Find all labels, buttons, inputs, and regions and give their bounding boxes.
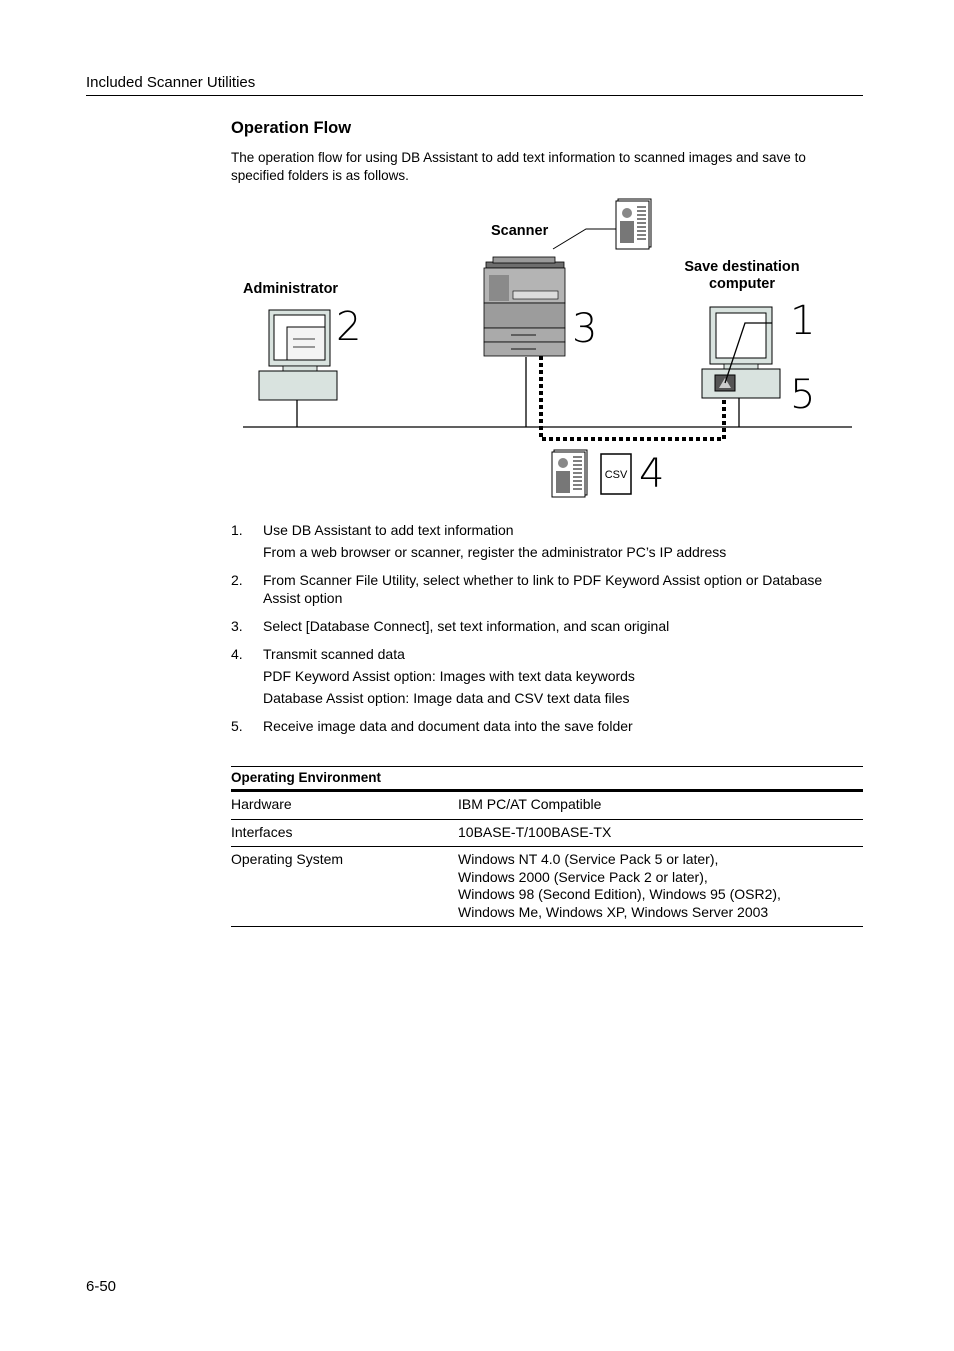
- scanner-device-icon: [484, 257, 565, 356]
- table-row: Operating System Windows NT 4.0 (Service Pack 5 or later), Windows 2000 (Service Pack 2 or later), Windows 98 (Second Edition), Windows 95 (OSR2), Windows Me, Windows XP, Windows Server 2003: [231, 847, 863, 927]
- steps-list: [231, 521, 861, 745]
- section-title: Operation Flow: [231, 119, 352, 137]
- list-item: 1. Use DB Assistant to add text information From a web browser or scanner, register the administrator PC’s IP address: [231, 522, 727, 560]
- intro-paragraph: The operation flow for using DB Assistant to add text information to scanned images and save to specified folders is as follows.: [231, 150, 806, 183]
- table-row: Interfaces 10BASE-T/100BASE-TX: [231, 820, 863, 848]
- save-destination-label: Save destination computer: [684, 259, 800, 292]
- list-item: 3. Select [Database Connect], set text information, and scan original: [231, 618, 670, 634]
- list-item: 5. Receive image data and document data into the save folder: [231, 718, 633, 734]
- table-row: Hardware IBM PC/AT Compatible: [231, 792, 863, 820]
- administrator-computer-icon: [259, 310, 337, 400]
- step-number-1: 1: [790, 298, 816, 344]
- administrator-label: Administrator: [243, 281, 339, 297]
- scanned-document-icon: [616, 199, 651, 249]
- list-item: 2. From Scanner File Utility, select whether to link to PDF Keyword Assist option or Database Assist option: [231, 572, 823, 606]
- list-item: 4. Transmit scanned data PDF Keyword Assist option: Images with text data keywords Database Assist option: Image data and CSV text data files: [231, 646, 635, 706]
- data-transfer-path: [541, 335, 724, 439]
- step-number-2: 2: [336, 304, 362, 350]
- header-rule: [86, 95, 863, 96]
- running-header: Included Scanner Utilities: [86, 74, 256, 91]
- output-image-document-icon: [552, 450, 587, 497]
- page-number: 6-50: [86, 1278, 117, 1295]
- table-heading: Operating Environment: [231, 766, 863, 792]
- csv-label: CSV: [604, 469, 628, 481]
- operation-flow-diagram: [231, 195, 861, 505]
- destination-computer-icon: [702, 307, 780, 398]
- diagram-graphics: [231, 195, 861, 505]
- scanner-label: Scanner: [491, 223, 549, 239]
- step-number-3: 3: [572, 306, 598, 352]
- step-number-4: 4: [639, 451, 665, 497]
- step-number-5: 5: [790, 372, 816, 418]
- operating-environment-table: [231, 766, 863, 927]
